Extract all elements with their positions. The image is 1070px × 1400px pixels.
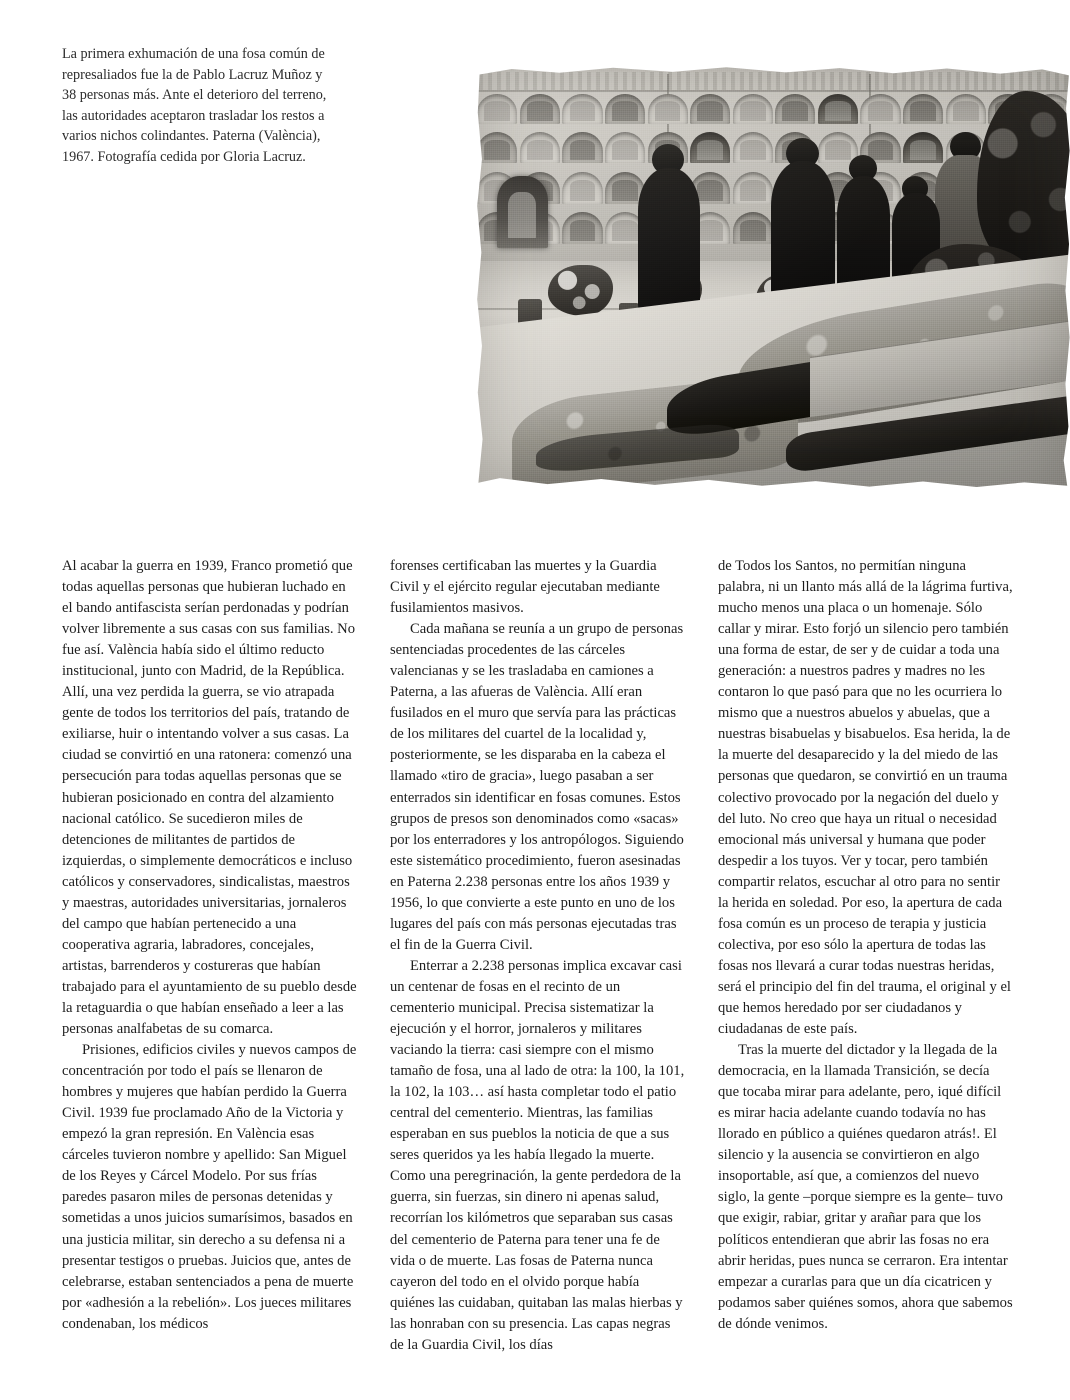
- photo-frame: [476, 66, 1070, 490]
- niche: [903, 94, 943, 125]
- paragraph: Cada mañana se reunía a un grupo de personas sentenciadas procedentes de las cárceles valencianas y se les trasladaba en camiones a Paterna, a las afueras de València. Allí eran fusilados en el muro que servía para las prácticas de los militares del cuartel de la localidad y, posteriormente, se les disparaba en la cabeza el llamado «tiro de gracia», luego pasaban a ser enterrados sin identificar en fosas comunes. Estos grupos de presos son denominados como «sacas» por los enterradores y los antropólogos. Siguiendo este sistemático procedimiento, fueron asesinadas en Paterna 2.238 personas entre los años 1939 y 1956, lo que convierte a este punto en uno de los lugares del país con más personas ejecutadas tras el fin de la Guerra Civil.: [390, 621, 684, 953]
- flower-arrangement: [548, 265, 614, 316]
- niche: [562, 132, 602, 163]
- niche: [562, 212, 602, 243]
- niche: [733, 212, 773, 243]
- archival-photograph: [476, 66, 1070, 490]
- photo-caption-text: La primera exhumación de una fosa común de represaliados fue la de Pablo Lacruz Muñoz y 38 personas más. Ante el deterioro del terreno, las autoridades aceptaron trasladar los restos a varios nichos colindantes. Paterna (València), 1967. Fotografía cedida por Gloria Lacruz.: [62, 46, 327, 165]
- niche: [733, 172, 773, 204]
- niche-shrine: [497, 176, 548, 248]
- niche: [562, 172, 602, 204]
- paragraph: Tras la muerte del dictador y la llegada de la democracia, en la llamada Transición, se decía que tocaba mirar para adelante, pero, iqué difícil es mirar hacia adelante cuando todavía no has llorado en público a quiénes quedaron atrás!. El silencio y la ausencia se convirtieron en algo insoportable, así que, a comienzos del nuevo siglo, la gente –porque siempre es la gente– tuvo que exigir, rabiar, gritar y arañar para que los políticos entendieran que abrir las fosas no era abrir heridas, pues nunca se cerraron. Era intentar empezar a curarlas para que un día cicatricen y podamos saber quiénes somos, ahora que sabemos de dónde venimos.: [718, 1042, 1013, 1332]
- wall-cornice: [476, 72, 1070, 92]
- text-column-2: [390, 556, 685, 1356]
- niche: [733, 94, 773, 125]
- paragraph: forenses certificaban las muertes y la Guardia Civil y el ejército regular ejecutaban mediante fusilamientos masivos.: [390, 558, 660, 617]
- niche: [520, 94, 560, 125]
- niche: [690, 94, 730, 125]
- niche: [690, 132, 730, 163]
- mourner-figure: [638, 168, 700, 321]
- niche: [605, 132, 645, 163]
- niche: [477, 94, 517, 125]
- text-column-3: [718, 556, 1013, 1356]
- niche: [860, 94, 900, 125]
- niche: [477, 132, 517, 163]
- niche: [733, 132, 773, 163]
- niche: [903, 132, 943, 163]
- niche: [946, 94, 986, 125]
- niche: [562, 94, 602, 125]
- paragraph: Al acabar la guerra en 1939, Franco prometió que todas aquellas personas que hubieran luchado en el bando antifascista serían perdonadas y podrían volver libremente a sus casas con sus familias. No fue así. València había sido el último reducto institucional, junto con Madrid, de la República. Allí, una vez perdida la guerra, se vio atrapada gente de todos los territorios del país, tratando de exiliarse, huir o intentando volver a sus casas. La ciudad se convirtió en una ratonera: comenzó una persecución para todas aquellas personas que se hubieran posicionado en contra del alzamiento nacional católico. Se sucedieron miles de detenciones de militantes de partidos de izquierdas, o simplemente democráticos e incluso católicos y conservadores, sindicalistas, maestros y maestras, autoridades universitarias, jornaleros del campo que habían pertenecido a una cooperativa agraria, labradores, concejales, artistas, barrenderos y costureras que habían trabajado para el ayuntamiento de su pueblo desde la retaguardia o que habían enseñado a leer a las personas analfabetas de su comarca.: [62, 558, 357, 1038]
- paragraph: Enterrar a 2.238 personas implica excavar casi un centenar de fosas en el recinto de un cementerio municipal. Precisa sistematizar la ejecución y el horror, jornaleros y militares vaciando la tierra: casi siempre con el mismo tamaño de fosa, una al lado de otra: la 100, la 101, la 102, la 103… así hasta completar todo el patio central del cementerio. Mientras, las familias esperaban en sus pueblos la noticia de que a sus seres queridos ya les había llegado la muerte. Como una peregrinación, la gente perdedora de la guerra, sin fuerzas, sin dinero ni apenas salud, recorrían los kilómetros que separaban sus casas del cementerio de Paterna para tener una fe de vida o de muerte. Las fosas de Paterna nunca cayeron del todo en el olvido porque había quiénes las cuidaban, quitaban las malas hierbas y las honraban con su presencia. Las capas negras de la Guardia Civil, los días: [390, 957, 685, 1353]
- article-body: [62, 556, 1014, 1356]
- text-column-1: [62, 556, 357, 1356]
- niche: [775, 94, 815, 125]
- niche-row: [476, 94, 1070, 125]
- niche: [520, 132, 560, 163]
- paragraph: Prisiones, edificios civiles y nuevos campos de concentración por todo el país se llenaron de hombres y mujeres que habían perdido la Guerra Civil. 1939 fue proclamado Año de la Victoria y empezó la gran represión. En València esas cárceles tuvieron nombre y apellido: San Miguel de los Reyes y Cárcel Modelo. Por sus frías paredes pasaron miles de personas detenidas y sometidas a unos juicios sumarísimos, basados en una justicia militar, sin derecho a su defensa ni a presentar testigos o pruebas. Juicios que, antes de celebrarse, estaban sentenciados a pena de muerte por «adhesión a la rebelión». Los jueces militares condenaban, los médicos: [62, 1042, 357, 1332]
- niche: [648, 94, 688, 125]
- niche: [605, 94, 645, 125]
- paragraph: de Todos los Santos, no permitían ninguna palabra, ni un llanto más allá de la lágrima furtiva, mucho menos una placa o un homenaje. Sólo callar y mirar. Esto forjó un silencio pero también una forma de estar, de ser y de cuidar a toda una generación: a nuestros padres y madres no les contaron lo que pasó para que no les ocurriera lo mismo que a nuestros abuelos y abuelas, que a nuestras bisabuelas y bisabuelos. Esa herida, la de la muerte del desaparecido y la del miedo de las personas que quedaron, se convirtió en un trauma colectivo provocado por la negación del duelo y del luto. No creo que haya un ritual o necesidad emocional más universal y humana que poder despedir a los tuyos. Ver y tocar, pero también compartir relatos, escuchar al otro para no sentir la herida en soledad. Por eso, la apertura de cada fosa común es un proceso de terapia y justicia colectiva, por eso sólo la apertura de todas las fosas nos llevará a curar todas nuestras heridas, será el principio del fin del trauma, el original y el que hemos heredado por ser ciudadanos y ciudadanas de este país.: [718, 558, 1013, 1038]
- photo-caption: [62, 44, 330, 168]
- niche: [818, 94, 858, 125]
